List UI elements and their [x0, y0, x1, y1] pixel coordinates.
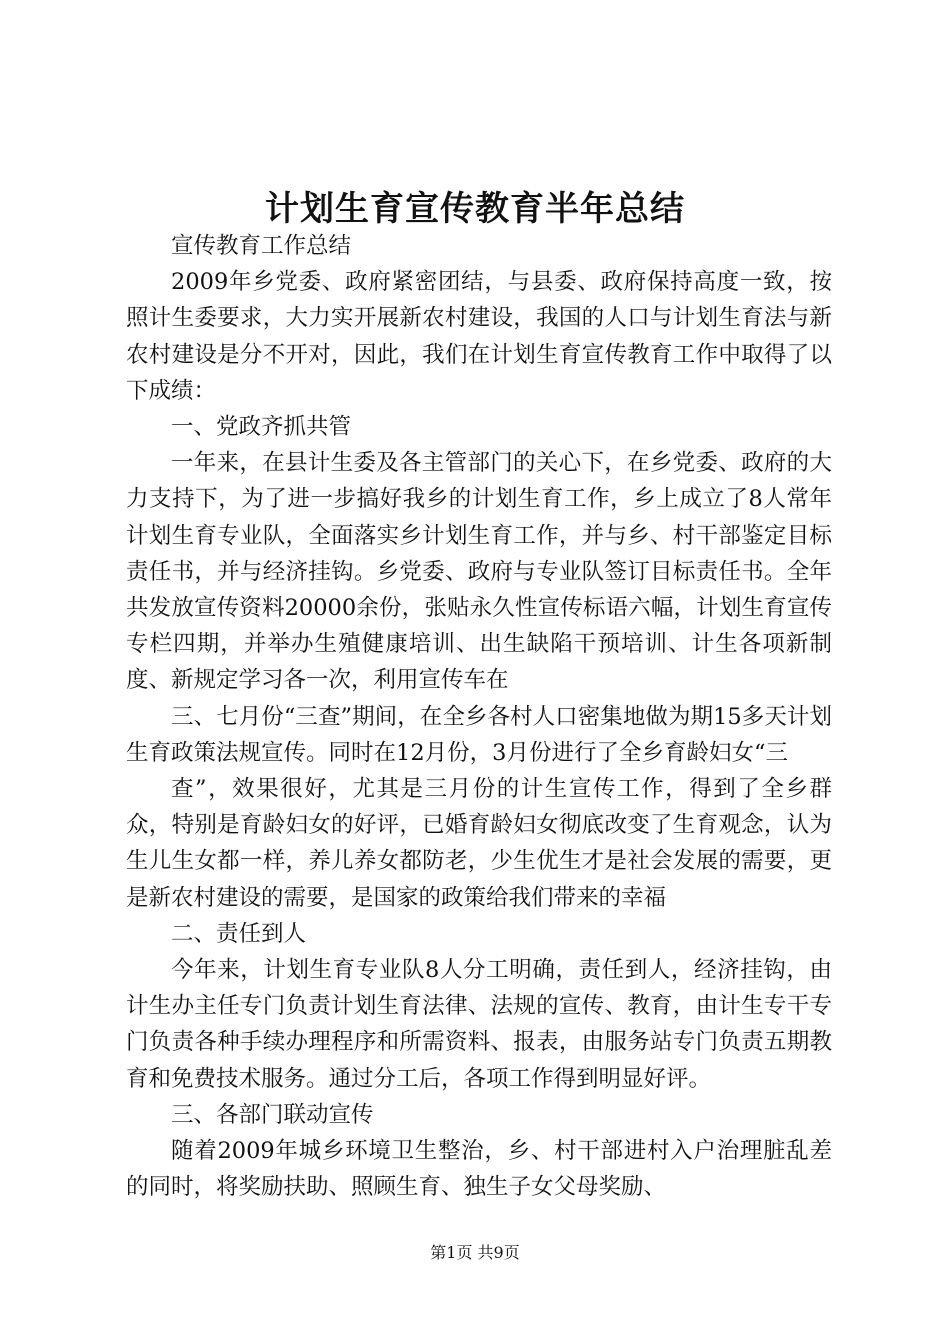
paragraph-section-1: 一年来，在县计生委及各主管部门的关心下，在乡党委、政府的大力支持下，为了进一步搞好我乡的计划生育工作，乡上成立了8人常年计划生育专业队，全面落实乡计划生育工作，并与乡、村干部鉴定目标责任书，并与经济挂钩。乡党委、政府与专业队签订目标责任书。全年共发放宣传资料20000余份，张贴永久性宣传标语六幅，计划生育宣传专栏四期，并举办生殖健康培训、出生缺陷干预培训、计生各项新制度、新规定学习各一次，利用宣传车在 — [126, 450, 832, 694]
document-title: 计划生育宣传教育半年总结 — [265, 189, 685, 229]
paragraph-section-2: 今年来，计划生育专业队8人分工明确，责任到人，经济挂钩，由计生办主任专门负责计划生育法律、法规的宣传、教育，由计生专干专门负责各种手续办理程序和所需资料、报表，由服务站专门负责五期教育和免费技术服务。通过分工后，各项工作得到明显好评。 — [126, 957, 832, 1092]
paragraph-intro: 2009年乡党委、政府紧密团结，与县委、政府保持高度一致，按照计生委要求，大力实开展新农村建设，我国的人口与计划生育法与新农村建设是分不开对，因此，我们在计划生育宣传教育工作中取得了以下成绩： — [126, 269, 832, 404]
section-heading-3: 三、各部门联动宣传 — [171, 1101, 374, 1128]
paragraph-three-checks: 三、七月份“三查”期间，在全乡各村人口密集地做为期15多天计划生育政策法规宣传。同时在12月份，3月份进行了全乡育龄妇女“三 — [126, 703, 832, 766]
section-heading-1: 一、党政齐抓共管 — [171, 414, 352, 441]
page-number-footer: 第1页 共9页 — [430, 1243, 520, 1262]
paragraph-section-3: 随着2009年城乡环境卫生整治，乡、村干部进村入户治理脏乱差的同时，将奖励扶助、照顾生育、独生子女父母奖励、 — [126, 1138, 832, 1201]
section-heading-2: 二、责任到人 — [171, 920, 307, 947]
paragraph-three-checks-result: 查”，效果很好，尤其是三月份的计生宣传工作，得到了全乡群众，特别是育龄妇女的好评，已婚育龄妇女彻底改变了生育观念，认为生儿生女都一样，养儿养女都防老，少生优生才是社会发展的需要，更是新农村建设的需要，是国家的政策给我们带来的幸福 — [126, 776, 832, 911]
document-body — [126, 228, 832, 1205]
paragraph-heading-summary: 宣传教育工作总结 — [171, 233, 352, 259]
